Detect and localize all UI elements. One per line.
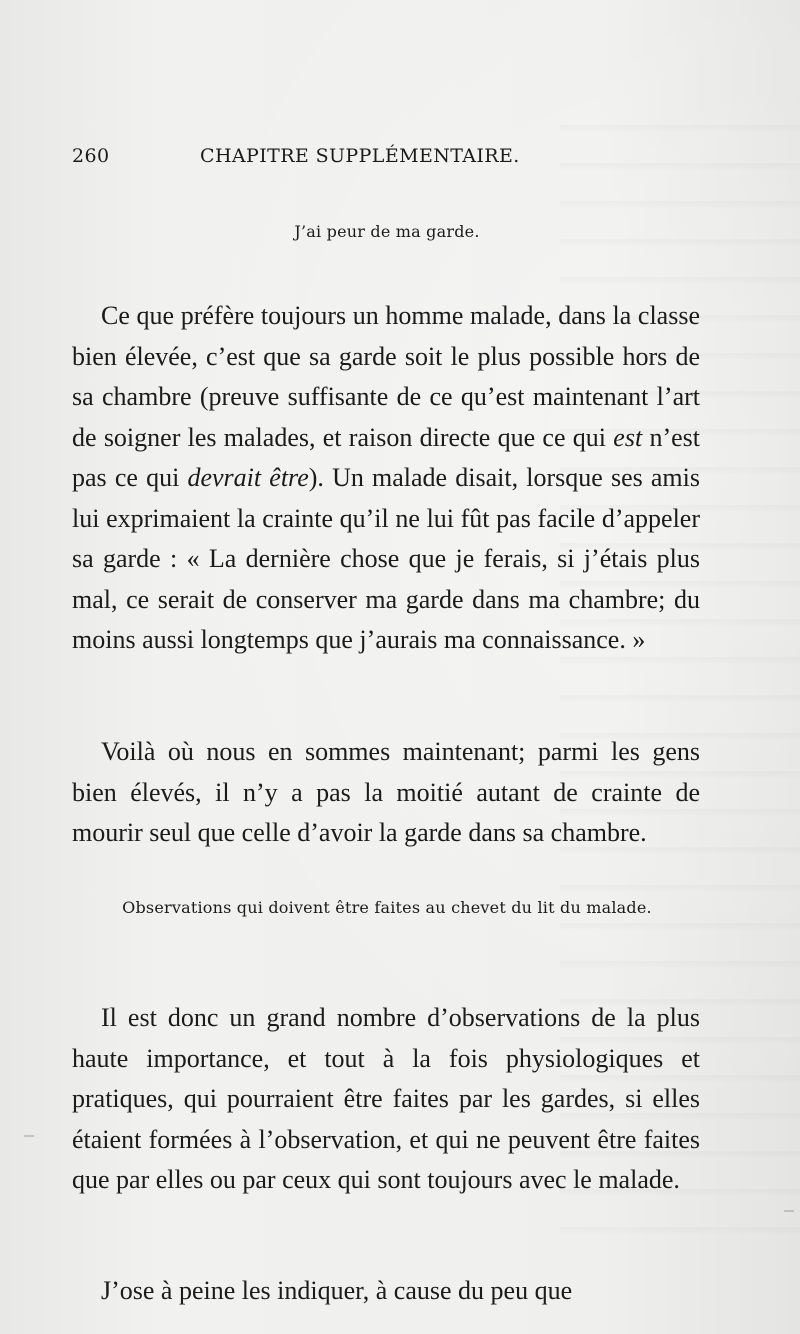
chapter-title: CHAPITRE SUPPLÉMENTAIRE. (200, 145, 520, 167)
running-head (72, 145, 642, 175)
page-edge-mark (784, 1210, 794, 1212)
section-heading-bedside-observations: Observations qui doivent être faites au chevet du lit du malade. (122, 898, 652, 917)
page-edge-mark (24, 1135, 34, 1137)
page-number: 260 (72, 145, 110, 167)
paragraph-text-part: n’est pas ce qui (72, 422, 700, 492)
paragraph-text-part: ). Un malade disait, lorsque ses amis lui exprimaient la crainte qu’il ne lui fût pas facile d’appeler sa garde : « La dernière chose que je ferais, si j’étais plus mal, ce serait de conserver ma garde dans ma chambre; du moins aussi longtemps que j’aurais ma connaissance. » (72, 463, 700, 654)
paragraph-current-state: Voilà où nous en sommes maintenant; parmi les gens bien élevés, il n’y a pas la moitié autant de crainte de mourir seul que celle d’avoir la garde dans sa chambre. (72, 737, 700, 847)
paragraph-text-part: Ce que préfère toujours un homme malade, dans la classe bien élevée, c’est que sa garde soit le plus possible hors de sa chambre (preuve suffisante de ce qu’est maintenant l’art de soigner les malades, et raison directe que ce qui (72, 301, 700, 452)
paragraph-indication: J’ose à peine les indiquer, à cause du peu que (101, 1276, 573, 1305)
italic-emphasis-est: est (613, 422, 643, 452)
paragraph-nurse-preference (72, 296, 700, 661)
section-heading-fear-of-nurse: J’ai peur de ma garde. (294, 222, 480, 241)
paragraph-observations: Il est donc un grand nombre d’observations de la plus haute importance, et tout à la fois physiologiques et pratiques, qui pourraient être faites par les gardes, si elles étaient formées à l’observation, et qui ne peuvent être faites que par elles ou par ceux qui sont toujours avec le malade. (72, 1003, 700, 1194)
italic-emphasis-devrait-etre: devrait être (187, 463, 309, 492)
